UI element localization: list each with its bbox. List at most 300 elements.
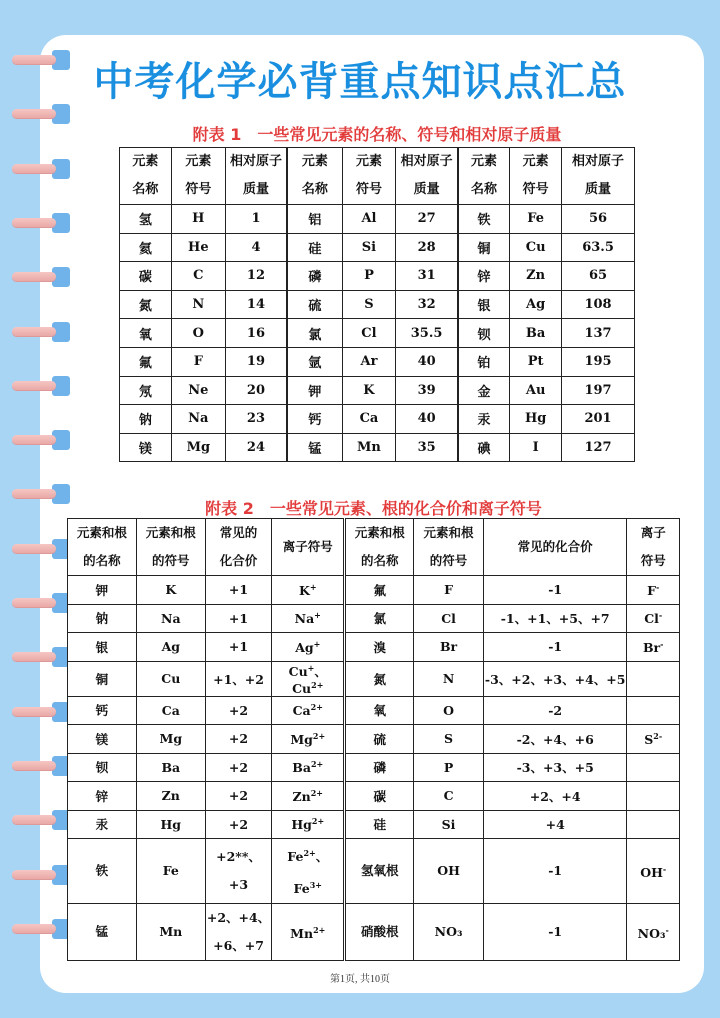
table1-cell: 19 (225, 347, 287, 376)
table1-header-cell-text: 相对原子 (400, 154, 453, 169)
element-symbol-cell: OH (414, 839, 484, 904)
table1-cell: 钠 (120, 405, 172, 434)
table1-cell: Cu (510, 233, 562, 262)
ion-charge: + (313, 638, 321, 649)
ion-charge: 2+ (303, 848, 316, 858)
table2-row (68, 782, 680, 811)
table1-cell: H (171, 205, 225, 234)
table2-row (68, 633, 680, 662)
ion-charge: - (660, 638, 664, 649)
table1-cell: 24 (225, 433, 287, 462)
table1-header-cell-text: 元素 (301, 154, 328, 169)
table1-cell: Mn (342, 433, 396, 462)
ion-base: NO₃ (637, 926, 666, 941)
table1-cell: 镁 (120, 433, 172, 462)
table2-header-cell (68, 519, 137, 576)
table1-header-cell (396, 148, 458, 205)
table1-cell: 碳 (120, 262, 172, 291)
binder-bar (12, 218, 56, 227)
table1-cell: 31 (396, 262, 458, 291)
table1-header-cell-text: 元素 (355, 154, 382, 169)
table1-cell: F (171, 347, 225, 376)
ion-symbol-cell (627, 696, 680, 725)
table1-row (120, 376, 635, 405)
table2-header-cell-text: 元素和根 (354, 525, 405, 540)
ion-symbol-cell (627, 661, 680, 696)
table1-header-cell (225, 148, 287, 205)
element-symbol-cell: Fe (136, 839, 205, 904)
ion-base: OH (640, 865, 663, 880)
valence-cell (205, 661, 271, 696)
table2-caption: 附表 2 一些常见元素、根的化合价和离子符号 (205, 499, 542, 518)
table1-cell: 108 (562, 290, 635, 319)
element-symbol-cell: Zn (136, 782, 205, 811)
table1-header-cell-text: 元素 (185, 154, 212, 169)
element-name-cell: 锌 (68, 782, 137, 811)
ion-charge: - (658, 610, 663, 621)
binder-ring (12, 322, 70, 344)
valence-text: +2 (228, 759, 249, 775)
binder-ring (12, 865, 70, 887)
table2-header-cell-text: 离子 (640, 525, 666, 540)
element-symbol-cell: P (414, 753, 484, 782)
ion-charge: + (307, 662, 315, 673)
table1-cell: Cl (342, 319, 396, 348)
ion-symbol-cell (627, 782, 680, 811)
table2-header-cell-text: 元素和根 (423, 525, 474, 540)
ion-base: Na (294, 611, 315, 627)
binder-bar (12, 652, 56, 661)
table1-header-cell (342, 148, 396, 205)
table1-header-cell (120, 148, 172, 205)
ion-charge: 2+ (311, 679, 324, 690)
ion-charge: 2+ (310, 787, 324, 798)
ion-base: Hg (291, 817, 312, 833)
table1-cell: 20 (225, 376, 287, 405)
table2-header-cell-text: 常见的化合价 (517, 539, 593, 554)
table1-cell: Si (342, 233, 396, 262)
binder-ring (12, 484, 70, 506)
element-name-cell: 磷 (345, 753, 414, 782)
element-name-cell: 氟 (345, 576, 414, 605)
binder-bar (12, 381, 56, 390)
table1-cell: 锰 (287, 433, 342, 462)
table2-header-cell-text: 的符号 (429, 553, 468, 568)
ion-symbol-cell (627, 604, 680, 633)
table1-cell: 127 (562, 433, 635, 462)
table2-header-cell-text: 的名称 (83, 553, 121, 568)
ion-symbol-cell (627, 904, 680, 961)
ion-base: Fe (287, 849, 304, 864)
element-name-cell: 镁 (68, 725, 137, 754)
table1-cell: S (342, 290, 396, 319)
table1-cell: 锌 (458, 262, 510, 291)
valence-text: +2 (228, 816, 249, 832)
table1-cell: I (510, 433, 562, 462)
ion-base: Zn (292, 788, 311, 804)
table1-cell: O (171, 319, 225, 348)
table1-header-cell (510, 148, 562, 205)
valence-text: +2 (228, 788, 249, 804)
valence-cell: -2 (483, 696, 627, 725)
table2-row (68, 604, 680, 633)
binder-bar (12, 327, 56, 336)
table2-header-cell-text: 元素和根 (76, 525, 127, 540)
table2-header-cell (345, 519, 414, 576)
table1-cell: Mg (171, 433, 225, 462)
table2-header-cell-text: 元素和根 (145, 525, 196, 540)
ion-base: Ag (295, 639, 314, 655)
table1-header-cell-text: 符号 (185, 182, 212, 197)
table2-header-cell-text: 常见的 (219, 525, 258, 540)
binder-bar (12, 598, 56, 607)
ion-symbol-cell (272, 633, 345, 662)
binder-bar (12, 544, 56, 553)
table1-cell: 氢 (120, 205, 172, 234)
element-name-cell: 硝酸根 (345, 904, 414, 961)
table2-row (68, 904, 680, 961)
ion-base: Ba (292, 760, 311, 776)
table1-cell: 35 (396, 433, 458, 462)
table1-header-cell (287, 148, 342, 205)
ion-charge: 2+ (311, 816, 325, 827)
table1-cell: 63.5 (562, 233, 635, 262)
table1-row (120, 405, 635, 434)
element-name-cell: 钡 (68, 753, 137, 782)
table1-cell: 氟 (120, 347, 172, 376)
element-symbol-cell: F (414, 576, 484, 605)
table2-header-cell-text: 的名称 (361, 553, 399, 568)
table1-cell: 16 (225, 319, 287, 348)
table1-header-cell (458, 148, 510, 205)
table1-header-cell-text: 相对原子 (572, 154, 625, 169)
binder-ring (12, 919, 70, 941)
table1-cell: Ca (342, 405, 396, 434)
element-name-cell: 氯 (345, 604, 414, 633)
element-symbol-cell: S (414, 725, 484, 754)
table1-header-cell-text: 符号 (522, 182, 549, 197)
table1-row (120, 233, 635, 262)
table2-header-cell (414, 519, 484, 576)
binder-bar (12, 761, 56, 770)
table1-cell: Pt (510, 347, 562, 376)
binder-bar (12, 272, 56, 281)
binder-ring (12, 430, 70, 452)
table1-cell: 氧 (120, 319, 172, 348)
table1-cell: 35.5 (396, 319, 458, 348)
table1-cell: 1 (225, 205, 287, 234)
binder-ring (12, 756, 70, 778)
table1-cell: 钾 (287, 376, 342, 405)
table2-header-row (68, 519, 680, 576)
binder-ring (12, 213, 70, 235)
table1-cell: 137 (562, 319, 635, 348)
ion-charge: 2+ (313, 925, 326, 935)
table1-cell: Zn (510, 262, 562, 291)
element-symbol-cell: NO₃ (414, 904, 484, 961)
table1-cell: Ag (510, 290, 562, 319)
ion-symbol-cell (272, 604, 345, 633)
valence-text: +1 (228, 639, 249, 655)
ion-charge: + (314, 610, 321, 621)
table1-cell: 氦 (120, 233, 172, 262)
table1-cell: 27 (396, 205, 458, 234)
binder-ring (12, 593, 70, 615)
table1-header-cell-text: 元素 (132, 154, 159, 169)
table1-cell: 铝 (287, 205, 342, 234)
element-symbol-cell: C (414, 782, 484, 811)
table1-cell: 39 (396, 376, 458, 405)
ion-symbol-cell (627, 753, 680, 782)
element-name-cell: 钾 (68, 576, 137, 605)
table1-cell: 磷 (287, 262, 342, 291)
table2-row (68, 696, 680, 725)
table1-cell: Hg (510, 405, 562, 434)
table1-header-cell-text: 质量 (413, 182, 440, 197)
element-name-cell: 氮 (345, 661, 414, 696)
ion-charge: 2- (653, 730, 663, 741)
table1-cell: P (342, 262, 396, 291)
binder-ring (12, 267, 70, 289)
element-symbol-cell: Cl (414, 604, 484, 633)
table1-cell: Al (342, 205, 396, 234)
ion-base: Mg (290, 731, 313, 747)
valence-text: +2**、 (216, 849, 261, 864)
ion-charge: - (656, 581, 660, 592)
element-name-cell: 硅 (345, 810, 414, 839)
valence-cell: -1 (483, 904, 627, 961)
ion-symbol-cell (272, 904, 345, 961)
element-name-cell: 银 (68, 633, 137, 662)
element-name-cell: 钠 (68, 604, 137, 633)
table1-cell: 铂 (458, 347, 510, 376)
table1-cell: Ne (171, 376, 225, 405)
table1-row (120, 319, 635, 348)
ion-charge: - (662, 864, 667, 874)
element-symbol-cell: Ba (136, 753, 205, 782)
element-name-cell: 碳 (345, 782, 414, 811)
table1-cell: 40 (396, 405, 458, 434)
ion-symbol-cell (627, 839, 680, 904)
ion-symbol-cell (272, 576, 345, 605)
page-title: 中考化学必背重点知识点汇总 (93, 59, 627, 105)
table2-header-cell-text: 离子符号 (282, 539, 333, 554)
table1-cell: 201 (562, 405, 635, 434)
table1-cell: 钙 (287, 405, 342, 434)
table1-header-cell-text: 元素 (470, 154, 497, 169)
valence-cell (205, 904, 271, 961)
table2-row (68, 839, 680, 904)
binder-ring (12, 159, 70, 181)
table1-cell: 氖 (120, 376, 172, 405)
table1-cell: 28 (396, 233, 458, 262)
ion-base: K (298, 582, 310, 598)
element-name-cell: 氢氧根 (345, 839, 414, 904)
table1-cell: 银 (458, 290, 510, 319)
table1-cell: 碘 (458, 433, 510, 462)
binder-ring (12, 810, 70, 832)
table2-header-cell (205, 519, 271, 576)
valence-cell (205, 725, 271, 754)
element-symbol-cell: Mn (136, 904, 205, 961)
table1-header-cell (562, 148, 635, 205)
table2-header-cell-text: 化合价 (219, 553, 258, 568)
table1-header-cell-text: 名称 (470, 182, 497, 197)
table1-cell: 4 (225, 233, 287, 262)
valence-text: +2 (228, 731, 249, 747)
valence-ion-table (67, 518, 680, 961)
element-symbol-cell: N (414, 661, 484, 696)
element-symbol-cell: Si (414, 810, 484, 839)
table1-cell: 铜 (458, 233, 510, 262)
ion-symbol-cell (272, 782, 345, 811)
valence-text: +1 (228, 582, 249, 598)
table1-cell: He (171, 233, 225, 262)
binder-ring (12, 702, 70, 724)
table1-cell: 65 (562, 262, 635, 291)
table2-header-cell (272, 519, 345, 576)
ion-symbol-cell (272, 661, 345, 696)
binder-ring (12, 539, 70, 561)
valence-text: +2 (228, 702, 249, 718)
binder-bar (12, 164, 56, 173)
valence-cell (205, 810, 271, 839)
element-name-cell: 溴 (345, 633, 414, 662)
table1-row (120, 290, 635, 319)
binder-bar (12, 924, 56, 933)
ion-base: Br (642, 639, 661, 655)
valence-text: +2、+4、 (206, 910, 271, 925)
element-name-cell: 铜 (68, 661, 137, 696)
valence-cell: -3、+2、+3、+4、+5 (483, 661, 627, 696)
ion-symbol-cell (627, 810, 680, 839)
table1-cell: 铁 (458, 205, 510, 234)
atomic-mass-table (119, 147, 635, 462)
ion-symbol-cell (272, 725, 345, 754)
notebook-rings (12, 50, 70, 980)
ion-charge: 3+ (309, 880, 322, 890)
table1-header-cell-text: 名称 (301, 182, 328, 197)
table1-cell: 32 (396, 290, 458, 319)
element-symbol-cell: Ca (136, 696, 205, 725)
table1-cell: 14 (225, 290, 287, 319)
table2-row (68, 576, 680, 605)
table1-header-cell-text: 质量 (585, 182, 612, 197)
element-symbol-cell: Cu (136, 661, 205, 696)
element-name-cell: 铁 (68, 839, 137, 904)
table1-header-row (120, 148, 635, 205)
binder-bar (12, 870, 56, 879)
binder-ring (12, 376, 70, 398)
valence-cell: -1 (483, 633, 627, 662)
table1-header-cell (171, 148, 225, 205)
ion-charge: 2+ (310, 759, 324, 770)
element-name-cell: 氧 (345, 696, 414, 725)
table1-caption: 附表 1 一些常见元素的名称、符号和相对原子质量 (192, 125, 562, 144)
valence-text: +1、+2 (213, 671, 264, 687)
table1-cell: 氩 (287, 347, 342, 376)
element-symbol-cell: Mg (136, 725, 205, 754)
ion-base: S (644, 731, 654, 747)
table1-row (120, 262, 635, 291)
table1-cell: 硫 (287, 290, 342, 319)
element-symbol-cell: Br (414, 633, 484, 662)
ion-symbol-cell (627, 725, 680, 754)
table1-row (120, 347, 635, 376)
table1-cell: 汞 (458, 405, 510, 434)
valence-cell (205, 576, 271, 605)
binder-ring (12, 647, 70, 669)
binder-bar (12, 435, 56, 444)
valence-cell (205, 633, 271, 662)
ion-base: 、Cu (292, 663, 327, 696)
binder-bar (12, 707, 56, 716)
table1-cell: Fe (510, 205, 562, 234)
table1-header-cell-text: 质量 (242, 182, 269, 197)
element-symbol-cell: K (136, 576, 205, 605)
valence-cell (205, 782, 271, 811)
valence-cell: -2、+4、+6 (483, 725, 627, 754)
table2-header-cell-text: 符号 (640, 553, 666, 568)
ion-symbol-cell (272, 839, 345, 904)
table1-cell: Au (510, 376, 562, 405)
binder-bar (12, 489, 56, 498)
table1-cell: K (342, 376, 396, 405)
table1-cell: 钡 (458, 319, 510, 348)
valence-cell: -3、+3、+5 (483, 753, 627, 782)
element-name-cell: 硫 (345, 725, 414, 754)
valence-cell: -1 (483, 576, 627, 605)
element-symbol-cell: O (414, 696, 484, 725)
valence-cell (205, 753, 271, 782)
table1-header-cell-text: 名称 (132, 182, 159, 197)
table2-header-cell (136, 519, 205, 576)
ion-symbol-cell (627, 576, 680, 605)
valence-text: +3 (228, 877, 249, 892)
table1-cell: N (171, 290, 225, 319)
element-symbol-cell: Ag (136, 633, 205, 662)
valence-cell: +2、+4 (483, 782, 627, 811)
valence-text: +6、+7 (213, 938, 264, 953)
table1-cell: 氮 (120, 290, 172, 319)
element-name-cell: 钙 (68, 696, 137, 725)
element-symbol-cell: Hg (136, 810, 205, 839)
table1-cell: 197 (562, 376, 635, 405)
element-name-cell: 汞 (68, 810, 137, 839)
table2-row (68, 661, 680, 696)
ion-symbol-cell (272, 753, 345, 782)
table1-row (120, 205, 635, 234)
table1-cell: 56 (562, 205, 635, 234)
page-footer: 第1页, 共10页 (330, 974, 390, 985)
element-name-cell: 锰 (68, 904, 137, 961)
table1-cell: 硅 (287, 233, 342, 262)
ion-charge: + (309, 581, 317, 592)
ion-charge: 2+ (310, 702, 323, 713)
table1-cell: Ar (342, 347, 396, 376)
table2-header-cell-text: 的符号 (152, 553, 190, 568)
table2-row (68, 725, 680, 754)
ion-base: Cl (644, 611, 659, 627)
binder-bar (12, 815, 56, 824)
ion-symbol-cell (627, 633, 680, 662)
binder-bar (12, 109, 56, 118)
ion-base: Ca (292, 703, 311, 719)
table2-row (68, 753, 680, 782)
table1-cell: C (171, 262, 225, 291)
table2-row (68, 810, 680, 839)
valence-cell: +4 (483, 810, 627, 839)
